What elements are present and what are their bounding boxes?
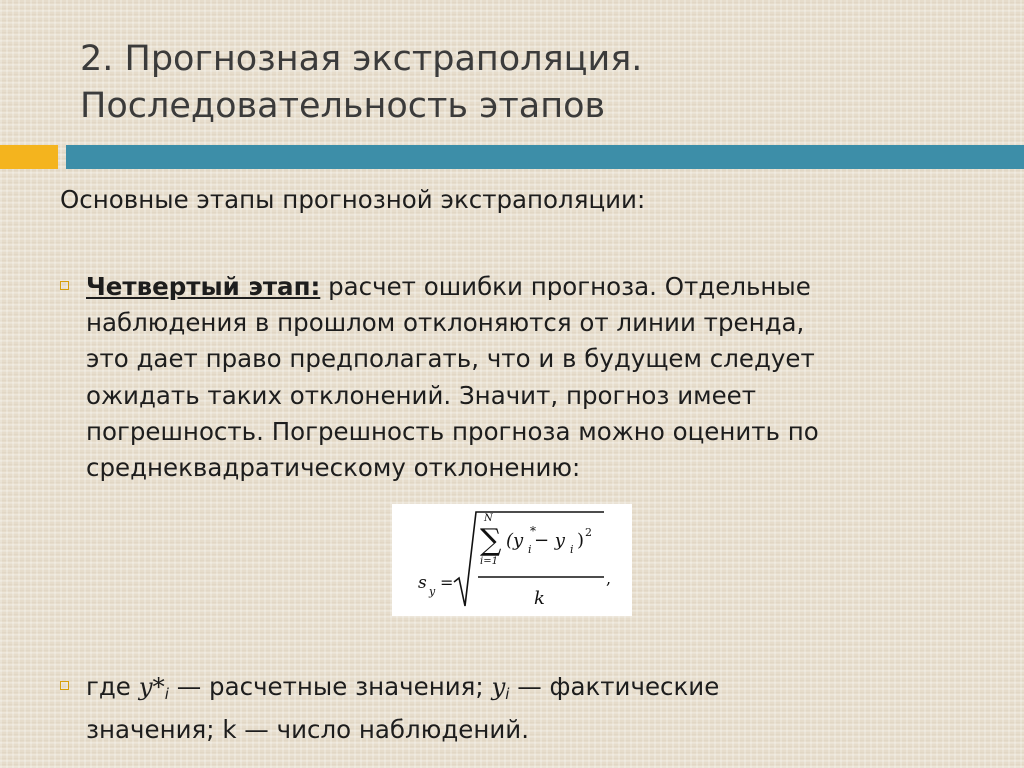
paragraph-line: наблюдения в прошлом отклоняются от линии тренда, xyxy=(86,308,805,338)
formula-svg xyxy=(392,504,632,616)
paragraph-line: погрешность. Погрешность прогноза можно оценить по xyxy=(86,416,819,446)
numerator-star: * xyxy=(530,524,536,538)
numerator-open: (y xyxy=(506,530,524,551)
numerator-square: 2 xyxy=(585,526,592,539)
square-bullet-icon xyxy=(60,281,69,290)
paragraph-line xyxy=(86,269,1006,305)
numerator-sub-1: i xyxy=(528,543,532,556)
legend-ystar: y* xyxy=(138,672,165,701)
formula-image xyxy=(392,504,632,616)
formula-lhs-sub: y xyxy=(429,585,436,598)
sum-upper: N xyxy=(484,513,493,524)
formula-equals: = xyxy=(440,573,454,592)
paragraph-line: это дает право предполагать, что и в будущем следует xyxy=(86,344,815,374)
legend-prefix: где xyxy=(86,672,139,701)
legend-y: y xyxy=(491,672,506,701)
paragraph-line xyxy=(86,669,1006,712)
stage-label: Четвертый этап: xyxy=(86,272,321,301)
bullet-paragraph-stage xyxy=(86,269,1006,486)
legend-mid: — расчетные значения; xyxy=(168,672,492,701)
paragraph-line: ожидать таких отклонений. Значит, прогноз имеет xyxy=(86,380,757,410)
legend-post: — фактические xyxy=(509,672,720,701)
accent-bar-teal xyxy=(66,145,1024,169)
paragraph-line: среднеквадратическому отклонению: xyxy=(86,453,581,483)
legend-y-sub: i xyxy=(505,685,510,703)
slide-title xyxy=(80,36,980,130)
numerator-sub-2: i xyxy=(570,543,574,556)
paragraph-line: значения; k — число наблюдений. xyxy=(86,715,529,745)
sum-lower: i=1 xyxy=(480,556,498,567)
intro-text: Основные этапы прогнозной экстраполяции: xyxy=(60,185,646,214)
stage-description-start: расчет ошибки прогноза. Отдельные xyxy=(320,272,811,301)
square-bullet-icon xyxy=(60,681,69,690)
sqrt-radical xyxy=(454,512,604,606)
title-line-1: 2. Прогнозная экстраполяция. xyxy=(80,39,643,79)
numerator-close: ) xyxy=(577,530,585,551)
title-line-2: Последовательность этапов xyxy=(80,86,606,126)
denominator: k xyxy=(534,588,545,609)
sum-symbol: ∑ xyxy=(480,523,502,558)
accent-bar-orange xyxy=(0,145,58,169)
bullet-paragraph-legend xyxy=(86,669,1006,748)
numerator-minus-y: − y xyxy=(534,530,565,551)
formula-lhs: s xyxy=(418,573,427,593)
formula-comma: , xyxy=(606,569,612,588)
legend-ystar-sub: i xyxy=(164,685,169,703)
